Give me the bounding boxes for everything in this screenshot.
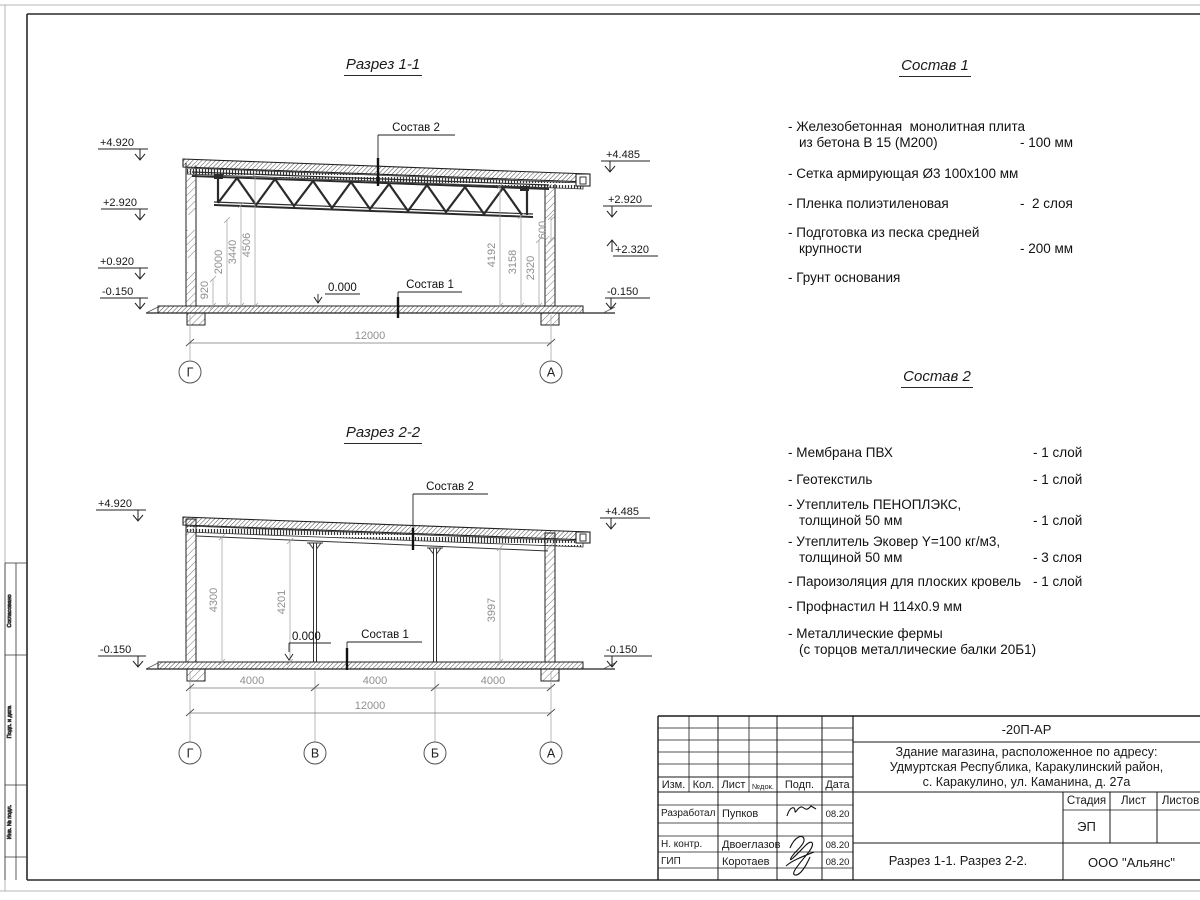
dimension-text: 12000: [354, 330, 386, 342]
elevation-text: +4.920: [100, 137, 134, 149]
dimension-text: 4192: [486, 242, 498, 268]
item-qty: - 2 слоя: [1020, 196, 1073, 211]
dimension-text: 4506: [241, 232, 253, 258]
dimension-text: 4201: [276, 589, 288, 615]
item-qty: - 1 слой: [1033, 513, 1083, 528]
section-2-2-title: Разрез 2-2: [318, 424, 448, 444]
row-name: Пупков: [722, 808, 759, 820]
zero-level-label: 0.000: [328, 282, 357, 294]
section-1-1-title: Разрез 1-1: [318, 56, 448, 76]
item-text: - Пленка полиэтиленовая: [788, 196, 949, 211]
side-stamp-label: Согласовано: [7, 594, 13, 628]
list-item: [788, 119, 1108, 151]
item-text: толщиной 50 мм: [799, 550, 903, 565]
list-item: [788, 599, 1108, 615]
sostav1-title: Состав 1: [870, 57, 1000, 77]
elevation-text: +2.320: [615, 244, 649, 256]
elevation-text: -0.150: [102, 286, 134, 298]
signatures: [786, 806, 816, 875]
left-margin-stamp: [5, 563, 27, 880]
row-role: ГИП: [661, 856, 681, 867]
object-line: Здание магазина, расположенное по адресу:: [895, 745, 1158, 759]
elevation-text: +2.920: [608, 194, 642, 206]
axis-label: А: [546, 365, 556, 380]
bay-dims-s2: [179, 671, 562, 764]
elevation-marks-right: [601, 149, 658, 309]
dimension-text: 3158: [507, 249, 519, 275]
dimension-text: 600: [537, 220, 549, 240]
sheets-label: Листов: [1161, 795, 1200, 807]
col-header-izm: Изм.: [661, 779, 686, 791]
item-text: - Профнастил Н 114х0.9 мм: [788, 599, 962, 614]
dimension-text: 4300: [208, 587, 220, 613]
item-text: из бетона В 15 (М200): [799, 135, 938, 150]
sheet-label: Лист: [1121, 795, 1146, 807]
vertical-dims-s2: [208, 534, 503, 665]
doc-number: -20П-АР: [1001, 722, 1052, 737]
sostav2-list: [788, 445, 1108, 658]
elevation-text: +4.920: [98, 498, 132, 510]
item-qty: - 3 слоя: [1033, 550, 1083, 565]
sostav2-title: Состав 2: [872, 368, 1002, 388]
col-header-data: Дата: [825, 779, 850, 791]
list-item: [788, 166, 1108, 182]
callout-label: Состав 1: [406, 279, 454, 291]
callout-label: Состав 1: [361, 629, 409, 641]
item-text: - Утеплитель Эковер Y=100 кг/м3,: [788, 534, 1001, 549]
sostav1-list: [788, 119, 1108, 286]
list-item: [788, 225, 1108, 257]
list-item: [788, 270, 1108, 286]
section-1-1-drawing: [98, 122, 658, 383]
drawing-title: Разрез 1-1. Разрез 2-2.: [888, 853, 1028, 868]
dimension-text: 2320: [525, 255, 537, 281]
item-text: - Грунт основания: [788, 270, 901, 285]
item-text: (с торцов металлические балки 20Б1): [799, 642, 1037, 657]
overall-dim: [179, 315, 562, 383]
item-qty: - 200 мм: [1020, 241, 1074, 256]
list-item: [788, 626, 1108, 658]
dimension-text: 4000: [480, 675, 506, 687]
company-name: ООО "Альянс": [1088, 855, 1175, 870]
callouts-s2: [285, 481, 488, 670]
elevation-text: +2.920: [103, 197, 137, 209]
callout-label: Состав 2: [426, 481, 474, 493]
item-qty: - 1 слой: [1033, 574, 1083, 589]
elevation-text: +4.485: [606, 149, 640, 161]
item-text: - Пароизоляция для плоских кровель: [788, 574, 1022, 589]
callout-label: Состав 2: [392, 122, 440, 134]
list-item: [788, 445, 1108, 461]
dimension-text: 920: [199, 280, 211, 300]
item-text: - Мембрана ПВХ: [788, 445, 893, 460]
elevation-marks-left: [98, 137, 148, 309]
dimension-text: 12000: [354, 700, 386, 712]
col-header-list: Лист: [721, 779, 746, 791]
axis-label: Г: [186, 746, 194, 761]
object-description: [856, 745, 1197, 790]
elevation-text: +0.920: [100, 256, 134, 268]
signature-gip: [786, 836, 814, 875]
item-text: - Железобетонная монолитная плита: [788, 119, 1026, 134]
col-header-kol: Кол.: [692, 779, 715, 791]
item-text: - Металлические фермы: [788, 626, 943, 641]
stage-value: ЭП: [1077, 819, 1096, 834]
item-qty: - 1 слой: [1033, 472, 1083, 487]
elevation-text: -0.150: [607, 286, 639, 298]
item-text: - Сетка армирующая Ø3 100х100 мм: [788, 166, 1019, 181]
dimension-text: 4000: [239, 675, 265, 687]
item-text: крупности: [799, 241, 862, 256]
dimension-text: 4000: [362, 675, 388, 687]
dimension-text: 3440: [227, 239, 239, 265]
item-text: - Геотекстиль: [788, 472, 873, 487]
list-item: [788, 472, 1108, 488]
col-header-dok: №док.: [752, 782, 774, 791]
item-text: - Подготовка из песка средней: [788, 225, 980, 240]
row-date: 08.20: [825, 840, 850, 851]
axis-label: Г: [186, 365, 194, 380]
elevation-text: -0.150: [100, 644, 132, 656]
dimension-text: 3997: [486, 597, 498, 623]
col-header-podp: Подп.: [784, 779, 815, 791]
row-name: Коротаев: [722, 856, 770, 868]
row-date: 08.20: [825, 809, 850, 820]
row-name: Двоеглазов: [722, 839, 781, 851]
item-qty: - 1 слой: [1033, 445, 1083, 460]
callouts-s1: [314, 122, 462, 318]
vertical-dims-right: [486, 183, 554, 309]
axis-label: В: [310, 746, 320, 761]
axis-label: Б: [430, 746, 440, 761]
axis-label: А: [546, 746, 556, 761]
elevation-text: +4.485: [605, 506, 639, 518]
vertical-dims-left: [199, 171, 258, 309]
signature-razrabotal: [787, 806, 816, 816]
item-text: - Утеплитель ПЕНОПЛЭКС,: [788, 497, 962, 512]
list-item: [788, 534, 1108, 566]
item-qty: - 100 мм: [1020, 135, 1074, 150]
zero-level-label: 0.000: [292, 631, 321, 643]
item-text: толщиной 50 мм: [799, 513, 903, 528]
row-role: Разработал: [661, 808, 716, 819]
object-line: Удмуртская Республика, Каракулинский район,: [889, 760, 1164, 774]
list-item: [788, 574, 1108, 590]
side-stamp-label: Подп. и дата: [7, 705, 13, 739]
list-item: [788, 497, 1108, 529]
side-stamp-label: Инв. № подл.: [7, 804, 13, 840]
row-role: Н. контр.: [661, 839, 703, 850]
section-2-2-drawing: [96, 481, 652, 764]
list-item: [788, 196, 1108, 212]
row-date: 08.20: [825, 857, 850, 868]
stage-label: Стадия: [1066, 795, 1107, 807]
object-line: с. Каракулино, ул. Каманина, д. 27а: [922, 775, 1131, 789]
elevation-text: -0.150: [606, 644, 638, 656]
dimension-text: 2000: [213, 249, 225, 275]
